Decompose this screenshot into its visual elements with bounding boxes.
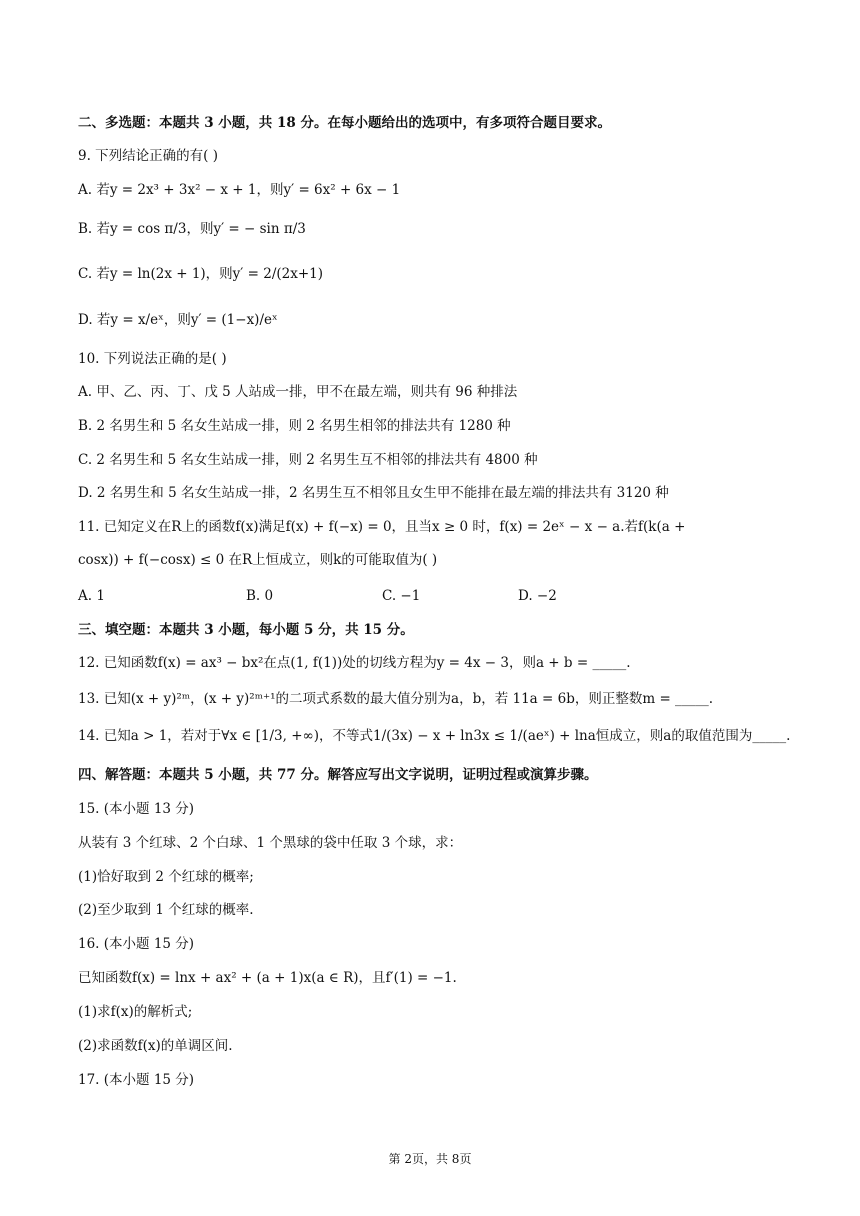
question-11-option-a: A. 1 (78, 588, 105, 604)
question-9-option-b: B. 若y = cos π/3，则y′ = − sin π/3 (78, 221, 306, 237)
question-10-option-d: D. 2 名男生和 5 名女生站成一排，2 名男生互不相邻且女生甲不能排在最左端的排法共有 3120 种 (78, 485, 669, 501)
question-11-option-c: C. −1 (382, 588, 421, 604)
question-9-option-c: C. 若y = ln(2x + 1)，则y′ = 2/(2x+1) (78, 266, 324, 282)
question-15-part2: (2)至少取到 1 个红球的概率. (78, 902, 254, 918)
question-16-part2: (2)求函数f(x)的单调区间. (78, 1038, 233, 1054)
question-10-option-c: C. 2 名男生和 5 名女生站成一排，则 2 名男生互不相邻的排法共有 4800 种 (78, 452, 538, 468)
question-17-header: 17. (本小题 15 分) (78, 1072, 195, 1088)
question-10-stem: 10. 下列说法正确的是( ) (78, 351, 227, 367)
section-header-solution: 四、解答题：本题共 5 小题，共 77 分。解答应写出文字说明，证明过程或演算步骤。 (78, 767, 598, 783)
question-11-stem-line2: cosx)) + f(−cosx) ≤ 0 在R上恒成立，则k的可能取值为( ) (78, 552, 438, 568)
question-10-option-b: B. 2 名男生和 5 名女生站成一排，则 2 名男生相邻的排法共有 1280 种 (78, 418, 511, 434)
question-11-stem-line1: 11. 已知定义在R上的函数f(x)满足f(x) + f(−x) = 0，且当x ≥ 0 时，f(x) = 2eˣ − x − a.若f(k(a + (78, 519, 686, 535)
question-16-part1: (1)求f(x)的解析式; (78, 1004, 193, 1020)
question-11-option-b: B. 0 (246, 588, 274, 604)
page-footer: 第 2页，共 8页 (388, 1152, 472, 1166)
question-9-option-d: D. 若y = x/eˣ，则y′ = (1−x)/eˣ (78, 312, 278, 328)
question-9-stem: 9. 下列结论正确的有( ) (78, 148, 218, 164)
question-15-header: 15. (本小题 13 分) (78, 801, 195, 817)
question-12: 12. 已知函数f(x) = ax³ − bx²在点(1, f(1))处的切线方程为y = 4x − 3，则a + b = _____. (78, 655, 631, 671)
section-header-fill-in: 三、填空题：本题共 3 小题，每小题 5 分，共 15 分。 (78, 622, 414, 638)
question-9-option-a: A. 若y = 2x³ + 3x² − x + 1，则y′ = 6x² + 6x − 1 (78, 182, 401, 198)
question-11-options (78, 587, 778, 605)
question-14: 14. 已知a > 1，若对于∀x ∈ [1/3, +∞)，不等式1/(3x) − x + ln3x ≤ 1/(aeˣ) + lna恒成立，则a的取值范围为_____. (78, 728, 791, 744)
question-11-option-d: D. −2 (518, 588, 557, 604)
section-header-multiple-choice: 二、多选题：本题共 3 小题，共 18 分。在每小题给出的选项中，有多项符合题目要求。 (78, 115, 611, 131)
question-16-header: 16. (本小题 15 分) (78, 936, 195, 952)
question-15-stem: 从装有 3 个红球、2 个白球、1 个黑球的袋中任取 3 个球，求： (78, 835, 463, 851)
question-15-part1: (1)恰好取到 2 个红球的概率; (78, 869, 254, 885)
question-16-stem: 已知函数f(x) = lnx + ax² + (a + 1)x(a ∈ R)，且f′(1) = −1. (78, 970, 457, 986)
question-10-option-a: A. 甲、乙、丙、丁、戊 5 人站成一排，甲不在最左端，则共有 96 种排法 (78, 384, 518, 400)
question-13: 13. 已知(x + y)²ᵐ，(x + y)²ᵐ⁺¹的二项式系数的最大值分别为a，b，若 11a = 6b，则正整数m = _____. (78, 691, 714, 707)
